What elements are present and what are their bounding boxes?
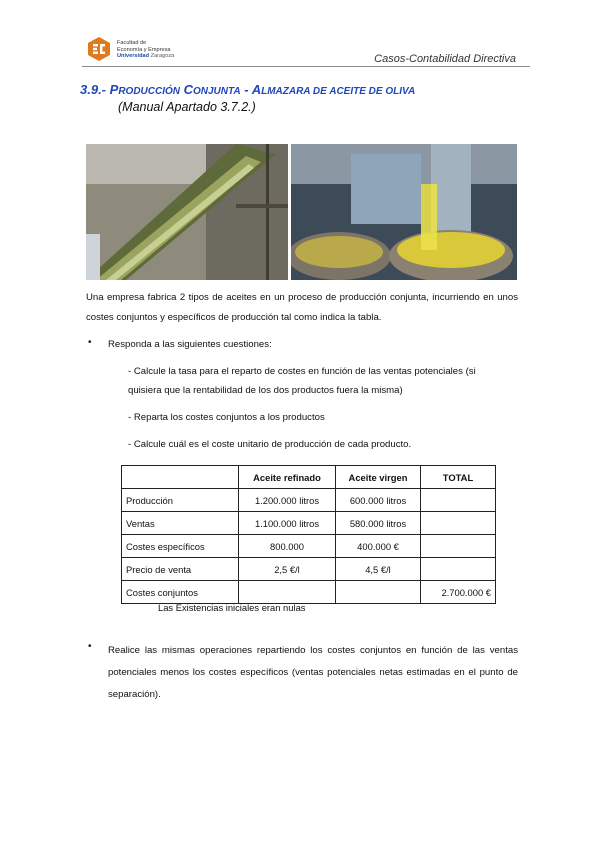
table-row xyxy=(122,535,496,558)
table-cell xyxy=(421,535,496,558)
row-label: Producción xyxy=(122,489,239,512)
table-cell: 400.000 € xyxy=(336,535,421,558)
table-header-cell: TOTAL xyxy=(421,466,496,489)
table-cell: 1.100.000 litros xyxy=(239,512,336,535)
table-header-cell xyxy=(122,466,239,489)
question-1: - Calcule la tasa para el reparto de costes en función de las ventas potenciales (si quisiera que la rentabilidad de los dos productos fuera la misma) xyxy=(128,366,476,396)
oil-mill-photo xyxy=(291,144,517,280)
cost-table xyxy=(121,465,496,604)
header-divider xyxy=(82,66,530,67)
question-3: - Calcule cuál es el coste unitario de producción de cada producto. xyxy=(128,439,412,450)
table-note: Las Existencias iniciales eran nulas xyxy=(158,602,306,613)
table-cell: 600.000 litros xyxy=(336,489,421,512)
bullet-icon: • xyxy=(88,337,92,348)
institution-name: Facultad de Economía y Empresa Universidad Zaragoza xyxy=(117,40,175,60)
question-2: - Reparta los costes conjuntos a los productos xyxy=(128,412,325,423)
header-course-title: Casos-Contabilidad Directiva xyxy=(374,53,516,65)
olive-conveyor-photo xyxy=(86,144,288,280)
table-cell xyxy=(239,581,336,604)
table-cell: 2,5 €/l xyxy=(239,558,336,581)
question-lead: Responda a las siguientes cuestiones: xyxy=(108,339,272,350)
case-title: 3.9.- PRODUCCIÓN CONJUNTA - ALMAZARA DE ACEITE DE OLIVA xyxy=(80,82,416,97)
table-row xyxy=(122,489,496,512)
row-label: Ventas xyxy=(122,512,239,535)
table-cell: 2.700.000 € xyxy=(421,581,496,604)
table-header-row xyxy=(122,466,496,489)
table-cell xyxy=(421,489,496,512)
table-cell xyxy=(336,581,421,604)
table-cell xyxy=(421,558,496,581)
row-label: Precio de venta xyxy=(122,558,239,581)
table-cell: 580.000 litros xyxy=(336,512,421,535)
university-logo xyxy=(86,36,112,62)
table-row xyxy=(122,581,496,604)
table-row xyxy=(122,558,496,581)
table-cell: 1.200.000 litros xyxy=(239,489,336,512)
table-cell xyxy=(421,512,496,535)
intro-paragraph: Una empresa fabrica 2 tipos de aceites en un proceso de producción conjunta, incurriendo en unos costes conjuntos y específicos de producción tal como indica la tabla. xyxy=(86,292,518,323)
table-cell: 4,5 €/l xyxy=(336,558,421,581)
table-header-cell: Aceite refinado xyxy=(239,466,336,489)
table-header-cell: Aceite virgen xyxy=(336,466,421,489)
table-row xyxy=(122,512,496,535)
row-label: Costes conjuntos xyxy=(122,581,239,604)
case-subtitle: (Manual Apartado 3.7.2.) xyxy=(118,100,256,114)
bullet-icon: • xyxy=(88,641,92,652)
table-cell: 800.000 xyxy=(239,535,336,558)
final-question: Realice las mismas operaciones repartiendo los costes conjuntos en función de las ventas potenciales menos los costes específicos (ventas potenciales netas estimadas en el punto de separación). xyxy=(108,645,518,700)
row-label: Costes específicos xyxy=(122,535,239,558)
